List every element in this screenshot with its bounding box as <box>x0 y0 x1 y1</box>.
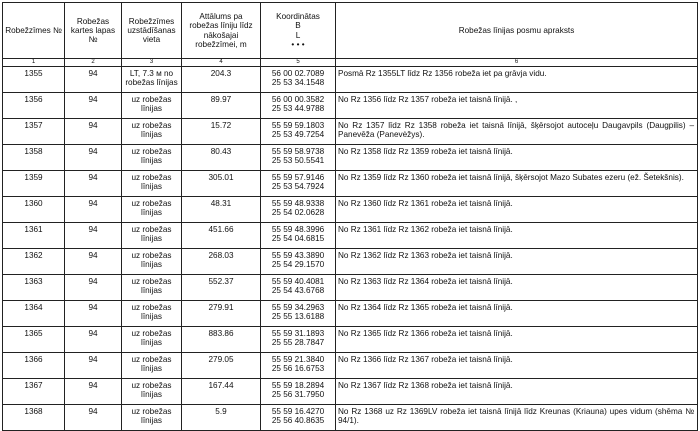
coordinate-l: 25 55 13.6188 <box>271 312 325 322</box>
map-sheet-cell: 94 <box>65 93 122 119</box>
coordinate-l: 25 53 44.9788 <box>271 104 325 114</box>
description-cell: No Rz 1361 līdz Rz 1362 robeža iet taisnā līnijā. <box>336 223 698 249</box>
map-sheet-cell: 94 <box>65 353 122 379</box>
coordinate-l: 25 55 28.7847 <box>271 338 325 348</box>
distance-cell: 883.86 <box>182 327 261 353</box>
marker-number-cell: 1368 <box>3 405 65 431</box>
coordinates-cell <box>261 171 336 197</box>
coordinate-b: 55 59 21.3840 <box>271 355 325 364</box>
placement-cell: uz robežas līnijas <box>122 249 182 275</box>
distance-cell: 305.01 <box>182 171 261 197</box>
column-number: 1 <box>3 59 65 67</box>
description-cell: Posmā Rz 1355LT līdz Rz 1356 robeža iet pa grāvja vidu. <box>336 67 698 93</box>
coordinate-l: 25 54 29.1570 <box>271 260 325 270</box>
coordinate-l: 25 54 04.6815 <box>271 234 325 244</box>
coordinates-cell <box>261 119 336 145</box>
description-cell: No Rz 1358 līdz Rz 1359 robeža iet taisnā līnijā. <box>336 145 698 171</box>
coordinate-b: 55 59 43.3890 <box>271 251 325 260</box>
coordinate-l: 25 56 16.6753 <box>271 364 325 374</box>
placement-cell: uz robežas līnijas <box>122 353 182 379</box>
coordinate-b: 55 59 34.2963 <box>271 303 325 312</box>
coordinate-l: 25 54 43.6768 <box>271 286 325 296</box>
column-number: 3 <box>122 59 182 67</box>
map-sheet-cell: 94 <box>65 197 122 223</box>
coordinates-cell <box>261 301 336 327</box>
coordinate-l: 25 56 40.8635 <box>271 416 325 426</box>
marker-number-cell: 1358 <box>3 145 65 171</box>
marker-number-cell: 1363 <box>3 275 65 301</box>
header-map-sheet: Robežas kartes lapas № <box>65 3 122 59</box>
coordinates-cell <box>261 353 336 379</box>
distance-cell: 451.66 <box>182 223 261 249</box>
distance-cell: 89.97 <box>182 93 261 119</box>
coordinates-cell <box>261 275 336 301</box>
distance-cell: 279.05 <box>182 353 261 379</box>
description-cell: No Rz 1356 līdz Rz 1357 robeža iet taisnā līnijā. , <box>336 93 698 119</box>
coordinates-cell <box>261 379 336 405</box>
table-row <box>3 171 698 197</box>
table-row <box>3 275 698 301</box>
coordinates-cell <box>261 249 336 275</box>
coordinates-cell <box>261 327 336 353</box>
coordinate-b: 55 59 18.2894 <box>271 381 325 390</box>
header-coordinates-b: B <box>295 21 301 31</box>
column-number: 4 <box>182 59 261 67</box>
coordinate-b: 56 00 00.3582 <box>271 95 325 104</box>
map-sheet-cell: 94 <box>65 379 122 405</box>
placement-cell: LT, 7.3 м no robežas līnijas <box>122 67 182 93</box>
coordinates-cell <box>261 223 336 249</box>
table-row <box>3 405 698 431</box>
distance-cell: 5.9 <box>182 405 261 431</box>
table-row <box>3 223 698 249</box>
description-cell: No Rz 1360 līdz Rz 1361 robeža iet taisnā līnijā. <box>336 197 698 223</box>
map-sheet-cell: 94 <box>65 119 122 145</box>
map-sheet-cell: 94 <box>65 327 122 353</box>
description-cell: No Rz 1365 līdz Rz 1366 robeža iet taisnā līnijā. <box>336 327 698 353</box>
header-description: Robežas līnijas posmu apraksts <box>336 3 698 59</box>
marker-number-cell: 1360 <box>3 197 65 223</box>
marker-number-cell: 1355 <box>3 67 65 93</box>
coordinate-l: 25 53 54.7924 <box>271 182 325 192</box>
placement-cell: uz robežas līnijas <box>122 197 182 223</box>
coordinate-b: 55 59 40.4081 <box>271 277 325 286</box>
table-row <box>3 145 698 171</box>
header-row <box>3 3 698 59</box>
coordinates-cell <box>261 405 336 431</box>
marker-number-cell: 1361 <box>3 223 65 249</box>
marker-number-cell: 1362 <box>3 249 65 275</box>
marker-number-cell: 1365 <box>3 327 65 353</box>
table-row <box>3 93 698 119</box>
column-number-row <box>3 59 698 67</box>
map-sheet-cell: 94 <box>65 67 122 93</box>
coordinates-cell <box>261 197 336 223</box>
placement-cell: uz robežas līnijas <box>122 275 182 301</box>
coordinate-b: 56 00 02.7089 <box>271 69 325 78</box>
description-cell: No Rz 1357 līdz Rz 1358 robeža iet taisnā līnijā, šķērsojot autoceļu Daugavpils (Daugpilis) – Panevēža (Panevėžys). <box>336 119 698 145</box>
map-sheet-cell: 94 <box>65 301 122 327</box>
coordinate-b: 55 59 59.1803 <box>271 121 325 130</box>
placement-cell: uz robežas līnijas <box>122 405 182 431</box>
coordinate-l: 25 53 49.7254 <box>271 130 325 140</box>
distance-cell: 204.3 <box>182 67 261 93</box>
marker-number-cell: 1357 <box>3 119 65 145</box>
map-sheet-cell: 94 <box>65 249 122 275</box>
coordinates-cell <box>261 93 336 119</box>
map-sheet-cell: 94 <box>65 171 122 197</box>
header-coordinates <box>261 3 336 59</box>
distance-cell: 279.91 <box>182 301 261 327</box>
distance-cell: 15.72 <box>182 119 261 145</box>
marker-number-cell: 1366 <box>3 353 65 379</box>
marker-number-cell: 1364 <box>3 301 65 327</box>
coordinate-l: 25 53 50.5541 <box>271 156 325 166</box>
column-number: 6 <box>336 59 698 67</box>
placement-cell: uz robežas līnijas <box>122 93 182 119</box>
table-row <box>3 67 698 93</box>
coordinate-l: 25 54 02.0628 <box>271 208 325 218</box>
coordinates-cell <box>261 67 336 93</box>
placement-cell: uz robežas līnijas <box>122 223 182 249</box>
coordinates-cell <box>261 145 336 171</box>
header-distance: Attālums pa robežas līniju līdz nākošajai robežzīmei, m <box>182 3 261 59</box>
marker-number-cell: 1367 <box>3 379 65 405</box>
column-number: 5 <box>261 59 336 67</box>
marker-number-cell: 1356 <box>3 93 65 119</box>
marker-number-cell: 1359 <box>3 171 65 197</box>
coordinate-b: 55 59 16.4270 <box>271 407 325 416</box>
description-cell: No Rz 1364 līdz Rz 1365 robeža iet taisnā līnijā. <box>336 301 698 327</box>
description-cell: No Rz 1362 līdz Rz 1363 robeža iet taisnā līnijā. <box>336 249 698 275</box>
column-number: 2 <box>65 59 122 67</box>
distance-cell: 80.43 <box>182 145 261 171</box>
placement-cell: uz robežas līnijas <box>122 145 182 171</box>
coordinate-b: 55 59 57.9146 <box>271 173 325 182</box>
coordinate-l: 25 53 34.1548 <box>271 78 325 88</box>
table-row <box>3 301 698 327</box>
map-sheet-cell: 94 <box>65 405 122 431</box>
table-row <box>3 197 698 223</box>
coordinate-b: 55 59 58.9738 <box>271 147 325 156</box>
placement-cell: uz robežas līnijas <box>122 379 182 405</box>
distance-cell: 48.31 <box>182 197 261 223</box>
header-coordinates-l: L <box>295 30 301 40</box>
table-row <box>3 379 698 405</box>
coordinate-l: 25 56 31.7950 <box>271 390 325 400</box>
description-cell: No Rz 1368 uz Rz 1369LV robeža iet taisnā līnijā līdz Kreunas (Kriauna) upes vidum (shēma № 94/1). <box>336 405 698 431</box>
map-sheet-cell: 94 <box>65 275 122 301</box>
description-cell: No Rz 1366 līdz Rz 1367 robeža iet taisnā līnijā. <box>336 353 698 379</box>
coordinate-b: 55 59 48.9338 <box>271 199 325 208</box>
distance-cell: 552.37 <box>182 275 261 301</box>
distance-cell: 268.03 <box>182 249 261 275</box>
description-cell: No Rz 1363 līdz Rz 1364 robeža iet taisnā līnijā. <box>336 275 698 301</box>
table-row <box>3 249 698 275</box>
description-cell: No Rz 1367 līdz Rz 1368 robeža iet taisnā līnijā. <box>336 379 698 405</box>
boundary-marker-table <box>2 2 698 431</box>
coordinate-b: 55 59 48.3996 <box>271 225 325 234</box>
placement-cell: uz robežas līnijas <box>122 119 182 145</box>
table-row <box>3 327 698 353</box>
header-marker-number: Robežzīmes № <box>3 3 65 59</box>
coordinate-b: 55 59 31.1893 <box>271 329 325 338</box>
table-row <box>3 353 698 379</box>
header-coordinates-title: Koordinātas <box>276 12 320 22</box>
placement-cell: uz robežas līnijas <box>122 327 182 353</box>
header-coordinates-dots: • • • <box>291 39 305 49</box>
map-sheet-cell: 94 <box>65 145 122 171</box>
header-placement: Robežzīmes uzstādīšanas vieta <box>122 3 182 59</box>
placement-cell: uz robežas līnijas <box>122 171 182 197</box>
placement-cell: uz robežas līnijas <box>122 301 182 327</box>
distance-cell: 167.44 <box>182 379 261 405</box>
table-row <box>3 119 698 145</box>
map-sheet-cell: 94 <box>65 223 122 249</box>
description-cell: No Rz 1359 līdz Rz 1360 robeža iet taisnā līnijā, šķērsojot Mazo Subates ezeru (ež. Šetekšnis). <box>336 171 698 197</box>
